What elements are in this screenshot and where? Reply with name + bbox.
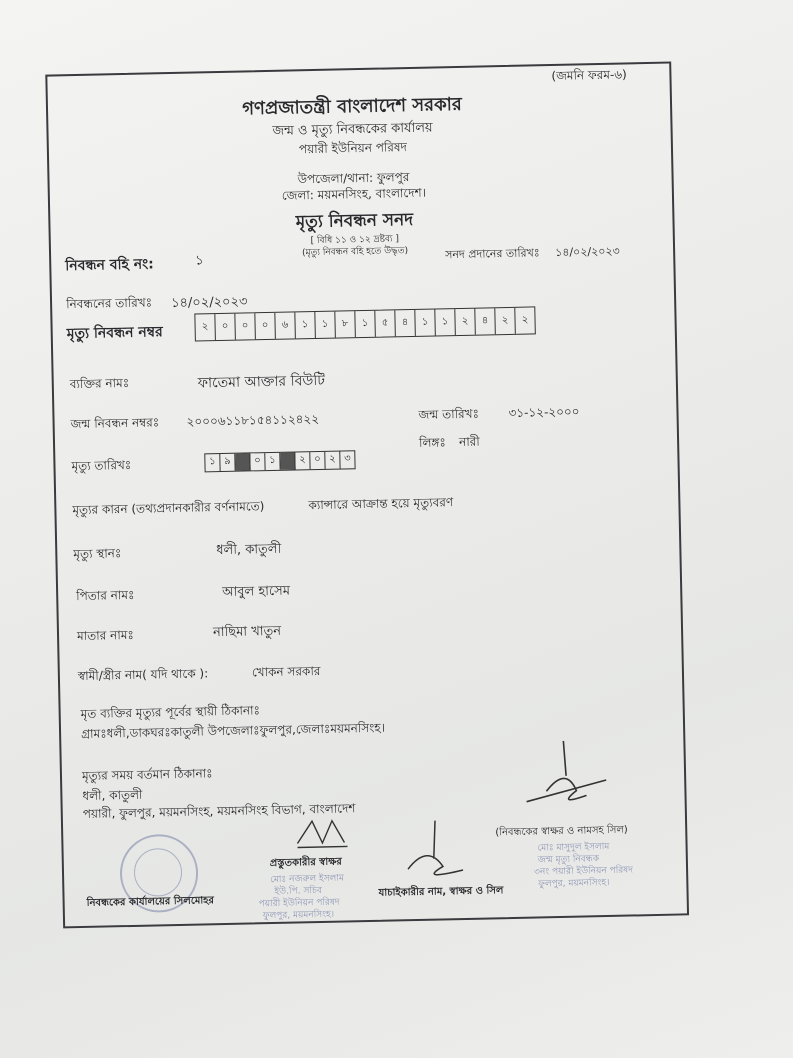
district-line: জেলা: ময়মনসিংহ, বাংলাদেশ। xyxy=(281,185,427,203)
registrar-stamp-line: জন্ম মৃত্যু নিবন্ধক xyxy=(537,854,600,866)
preparer-stamp-line: পয়ারী ইউনিয়ন পরিষদ xyxy=(258,897,340,910)
present-address-line2: পয়ারী, ফুলপুর, ময়মনসিংহ, ময়মনসিংহ বিভাগ, বাংলাদেশ xyxy=(82,801,356,821)
reg-digit: ৫ xyxy=(375,310,396,336)
present-address-label: মৃত্যুর সময় বর্তমান ঠিকানাঃ xyxy=(81,766,213,783)
person-name-value: ফাতেমা আক্তার বিউটি xyxy=(197,372,326,392)
registrar-signature xyxy=(515,735,617,817)
mother-value: নাছিমা খাতুন xyxy=(212,623,282,641)
date-digit: ৯ xyxy=(220,454,235,471)
date-digit: ১ xyxy=(265,453,280,470)
cause-value: ক্যান্সারে আক্রান্ত হয়ে মৃত্যুবরণ xyxy=(308,495,454,513)
preparer-stamp-line: মোঃ নজরুল ইসলাম xyxy=(270,873,345,886)
verifier-signature-label: যাচাইকারীর নাম, স্বাক্ষর ও সিল xyxy=(378,885,504,899)
reg-digit: ১ xyxy=(415,309,436,335)
date-digit: ১ xyxy=(205,454,220,471)
union-name: পয়ারী ইউনিয়ন পরিষদ xyxy=(298,140,407,157)
verifier-signature xyxy=(387,818,478,890)
date-digit: ০ xyxy=(310,452,325,469)
office-title: জন্ম ও মৃত্যু নিবন্ধকের কার্যালয় xyxy=(272,120,433,139)
present-address-line1: ধলী, কাতুলী xyxy=(82,787,143,803)
book-no-value: ১ xyxy=(195,253,204,269)
death-date-grid xyxy=(204,450,355,472)
reg-digit: ২ xyxy=(495,308,516,334)
registrar-stamp-line: ৩নং পয়ারী ইউনিয়ন পরিষদ xyxy=(534,865,634,878)
issue-date-value: ১৪/০২/২০২৩ xyxy=(554,244,620,259)
death-reg-no-label: মৃত্যু নিবন্ধন নম্বর xyxy=(66,324,163,343)
spouse-value: খোকন সরকার xyxy=(251,663,321,680)
spouse-label: স্বামী/স্ত্রীর নাম( যদি থাকে ): xyxy=(77,666,209,684)
reg-digit: ১ xyxy=(435,309,456,335)
gender-value: নারী xyxy=(458,434,480,450)
reg-digit: ১ xyxy=(295,312,316,338)
date-digit: ৩ xyxy=(344,453,351,465)
registrar-stamp-line: ফুলপুর, ময়মনসিংহ। xyxy=(538,877,610,890)
reg-digit: ০ xyxy=(235,313,256,339)
reg-digit: ৪ xyxy=(395,310,416,336)
reg-digit: ৮ xyxy=(335,311,356,337)
reg-date-label: নিবন্ধনের তারিখঃ xyxy=(65,295,153,312)
registrar-signature-label: (নিবন্ধকের স্বাক্ষর ও নামসহ সিল) xyxy=(495,824,628,839)
father-label: পিতার নামঃ xyxy=(76,587,135,604)
preparer-stamp-line: ফুলপুর, ময়মনসিংহ। xyxy=(262,909,335,922)
certificate-title: মৃত্যু নিবন্ধন সনদ xyxy=(295,209,414,233)
preparer-signature-label: প্রস্তুতকারীর স্বাক্ষর xyxy=(269,856,342,870)
birth-reg-no-value: ২০০০৬১১৮১৫৪১১২৪২২ xyxy=(186,411,320,429)
reg-digit: ২ xyxy=(455,309,476,335)
mother-label: মাতার নামঃ xyxy=(76,627,134,644)
preparer-signature xyxy=(292,812,353,853)
death-certificate xyxy=(31,33,700,941)
date-digit: ২ xyxy=(325,452,340,469)
death-place-label: মৃত্যু স্থানঃ xyxy=(73,546,122,562)
death-place-value: ধলী, কাতুলী xyxy=(216,541,282,559)
issue-date-label: সনদ প্রদানের তারিখঃ xyxy=(445,246,540,262)
government-title: গণপ্রজাতন্ত্রী বাংলাদেশ সরকার xyxy=(242,93,463,120)
reg-digit: ৬ xyxy=(275,312,296,338)
reg-date-value: ১৪/০২/২০২৩ xyxy=(170,294,248,312)
registrar-stamp-line: মোঃ মাসুদুল ইসলাম xyxy=(537,841,610,854)
reg-digit: ০ xyxy=(215,314,236,340)
gender-label: লিঙ্গঃ xyxy=(418,435,446,450)
birth-date-label: জন্ম তারিখঃ xyxy=(418,406,480,422)
reg-digit: ৪ xyxy=(475,308,496,334)
upazila-line: উপজেলা/থানা: ফুলপুর xyxy=(297,170,410,187)
book-no-label: নিবন্ধন বহি নং: xyxy=(65,256,154,275)
birth-date-value: ৩১-১২-২০০০ xyxy=(508,404,580,420)
date-separator xyxy=(280,452,295,469)
office-seal-label: নিবন্ধকের কার্যালয়ের সিলমোহর xyxy=(86,895,215,909)
birth-reg-no-label: জন্ম নিবন্ধন নম্বরঃ xyxy=(70,415,160,432)
extract-note: (মৃত্যু নিবন্ধন বহি হতে উদ্ধৃত) xyxy=(301,246,409,259)
reg-digit: ০ xyxy=(255,313,276,339)
reg-digit: ১ xyxy=(315,312,336,338)
reg-digit: ১ xyxy=(355,311,376,337)
reg-digit: ২ xyxy=(195,314,216,340)
rule-reference: [ বিধি ১১ ও ১২ দ্রষ্টব্য ] xyxy=(310,234,400,247)
cause-label: মৃত্যুর কারন (তথ্যপ্রদানকারীর বর্ণনামতে) xyxy=(72,499,265,518)
form-number: (জমনি ফরম-৬) xyxy=(551,67,627,84)
person-name-label: ব্যক্তির নামঃ xyxy=(69,375,130,392)
reg-digit: ২ xyxy=(521,314,529,326)
permanent-address-label: মৃত ব্যক্তির মৃত্যুর পূর্বের স্থায়ী ঠিকানাঃ xyxy=(80,703,261,722)
father-value: আবুল হাসেম xyxy=(222,583,291,601)
date-digit: ২ xyxy=(295,452,310,469)
date-digit: ০ xyxy=(250,453,265,470)
preparer-stamp-line: ইউ.পি. সচিব xyxy=(274,885,322,897)
permanent-address-value: গ্রামঃধলী,ডাকঘরঃকাতুলী উপজেলাঃফুলপুর,জেলাঃময়মনসিংহ। xyxy=(80,720,386,741)
date-separator xyxy=(235,453,250,470)
death-date-label: মৃত্যু তারিখঃ xyxy=(71,457,132,474)
